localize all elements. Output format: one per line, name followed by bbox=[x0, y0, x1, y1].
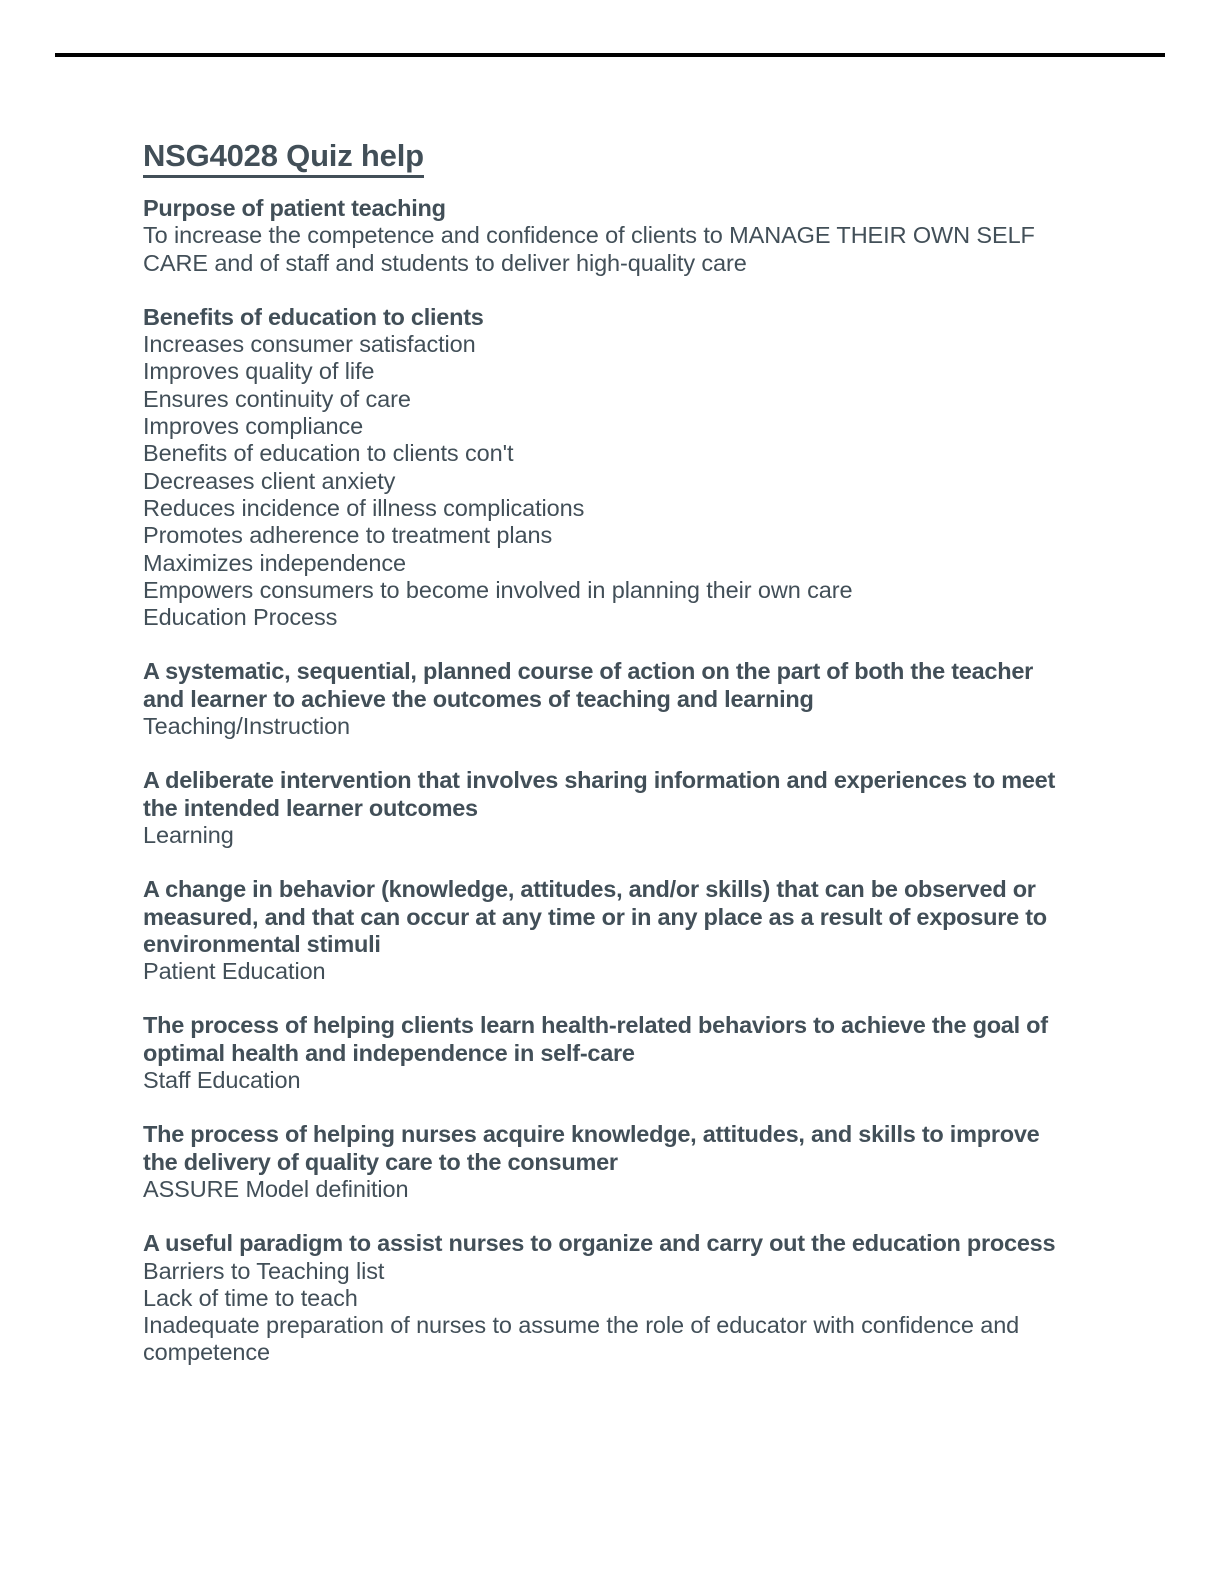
term-heading: A useful paradigm to assist nurses to organize and carry out the education process bbox=[143, 1230, 1056, 1257]
term-body-line: Empowers consumers to become involved in planning their own care bbox=[143, 576, 853, 603]
content-blocks bbox=[143, 195, 1071, 1367]
page-title-container bbox=[143, 138, 1071, 178]
header-rule bbox=[55, 53, 1165, 57]
term-body-line: Increases consumer satisfaction bbox=[143, 331, 476, 358]
term-heading: Purpose of patient teaching bbox=[143, 195, 446, 221]
text-block-education-process-definition bbox=[143, 658, 1071, 740]
term-heading: A change in behavior (knowledge, attitudes, and/or skills) that can be observed or measured, and that can occur at any time or in any place as a result of exposure to environmental stimuli bbox=[143, 876, 1047, 957]
term-body-line: Education Process bbox=[143, 604, 338, 631]
page-title: NSG4028 Quiz help bbox=[143, 138, 424, 178]
term-body-line: Maximizes independence bbox=[143, 549, 406, 576]
term-body-line: Reduces incidence of illness complications bbox=[143, 494, 585, 521]
text-block-purpose-of-patient-teaching bbox=[143, 195, 1071, 277]
term-body-line: Patient Education bbox=[143, 958, 326, 985]
term-heading: The process of helping clients learn health-related behaviors to achieve the goal of optimal health and independence in self-care bbox=[143, 1012, 1048, 1066]
term-body-line: Learning bbox=[143, 821, 234, 848]
term-body-line: Lack of time to teach bbox=[143, 1284, 358, 1311]
document-body bbox=[143, 138, 1071, 1367]
text-block-staff-education-definition bbox=[143, 1121, 1071, 1203]
term-body-line: Staff Education bbox=[143, 1067, 301, 1094]
term-body-line: Ensures continuity of care bbox=[143, 385, 411, 412]
term-body-line: Barriers to Teaching list bbox=[143, 1257, 385, 1284]
text-block-learning-definition bbox=[143, 876, 1071, 985]
term-body-line: Promotes adherence to treatment plans bbox=[143, 522, 553, 549]
term-body-line: Improves quality of life bbox=[143, 358, 375, 385]
term-body-line: Inadequate preparation of nurses to assume the role of educator with confidence and competence bbox=[143, 1312, 1020, 1366]
term-body-line: ASSURE Model definition bbox=[143, 1175, 409, 1202]
term-heading: Benefits of education to clients bbox=[143, 303, 484, 330]
term-heading: The process of helping nurses acquire knowledge, attitudes, and skills to improve the delivery of quality care to the consumer bbox=[143, 1121, 1040, 1175]
text-block-assure-model-definition bbox=[143, 1230, 1071, 1366]
term-body-line: Benefits of education to clients con't bbox=[143, 440, 514, 467]
term-body-line: To increase the competence and confidence of clients to MANAGE THEIR OWN SELF CARE and of staff and students to deliver high-quality care bbox=[143, 222, 1035, 276]
text-block-patient-education-definition bbox=[143, 1012, 1071, 1094]
text-block-benefits-of-education-to-clients bbox=[143, 304, 1071, 632]
term-body-line: Decreases client anxiety bbox=[143, 467, 396, 494]
term-heading: A deliberate intervention that involves sharing information and experiences to meet the intended learner outcomes bbox=[143, 767, 1056, 821]
term-body-line: Teaching/Instruction bbox=[143, 713, 351, 740]
term-body-line: Improves compliance bbox=[143, 413, 364, 440]
text-block-teaching-instruction-definition bbox=[143, 767, 1071, 849]
term-heading: A systematic, sequential, planned course of action on the part of both the teacher and learner to achieve the outcomes of teaching and learning bbox=[143, 658, 1034, 712]
